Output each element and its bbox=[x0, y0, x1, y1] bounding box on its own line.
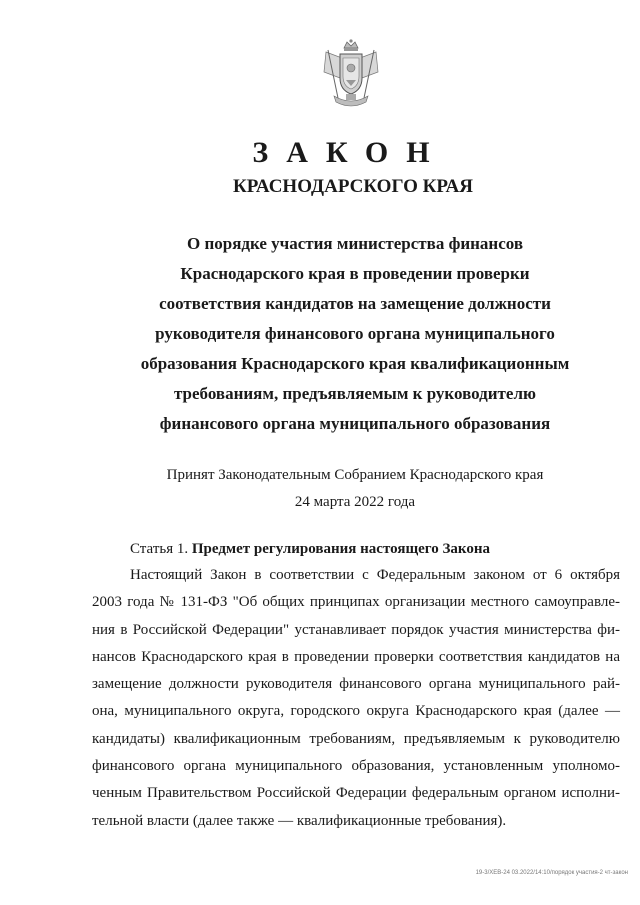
subject-line: финансового органа муниципального образования bbox=[159, 414, 551, 433]
adoption-note bbox=[128, 462, 582, 516]
subject-line: руководителя финансового органа муниципального bbox=[155, 324, 555, 343]
subject-line: Краснодарского края в проведении проверки bbox=[180, 264, 530, 283]
document-code: 19-3/ХЕВ-24 03.2022/14:10/порядок участия-2 чт-закон bbox=[475, 870, 628, 876]
article-label: Статья 1. bbox=[130, 541, 189, 557]
adoption-date: 24 марта 2022 года bbox=[294, 494, 416, 510]
body-line: ния в Российской Федерации" устанавливает порядок участия министерства фи- bbox=[92, 621, 620, 638]
subject-line: О порядке участия министерства финансов bbox=[186, 234, 524, 253]
body-line: нансов Краснодарского края в проведении проверки соответствия кандидатов на bbox=[92, 648, 620, 665]
body-line: 2003 года № 131-ФЗ "Об общих принципах организации местного самоуправле- bbox=[92, 594, 620, 611]
adoption-line: Принят Законодательным Собранием Краснодарского края bbox=[166, 467, 544, 483]
body-line: тельной власти (далее также — квалификационные требования). bbox=[92, 812, 507, 829]
region-title: КРАСНОДАРСКОГО КРАЯ bbox=[232, 176, 474, 197]
article-body bbox=[92, 562, 620, 835]
subject-line: требованиям, предъявляемым к руководителю bbox=[174, 384, 536, 403]
law-subject bbox=[128, 229, 582, 439]
body-line: ченным Правительством Российской Федерации федеральным органом исполни- bbox=[92, 785, 620, 802]
coat-of-arms-icon bbox=[316, 38, 386, 110]
body-line: Настоящий Закон в соответствии с Федеральным законом от 6 октября bbox=[130, 567, 620, 583]
subject-line: соответствия кандидатов на замещение должности bbox=[159, 294, 551, 313]
body-line: финансового органа муниципального образования, установленным уполномо- bbox=[92, 758, 620, 775]
body-line: она, муниципального округа, городского округа Краснодарского края (далее — bbox=[92, 703, 620, 720]
body-line: кандидаты) квалификационным требованиям, предъявляемым к руководителю bbox=[92, 730, 620, 747]
article-title: Предмет регулирования настоящего Закона bbox=[191, 541, 490, 557]
article-heading bbox=[130, 536, 490, 562]
subject-line: образования Краснодарского края квалификационным bbox=[140, 354, 570, 373]
body-line: замещение должности руководителя финансового органа муниципального рай- bbox=[92, 676, 620, 693]
law-title: ЗАКОН bbox=[252, 136, 448, 169]
